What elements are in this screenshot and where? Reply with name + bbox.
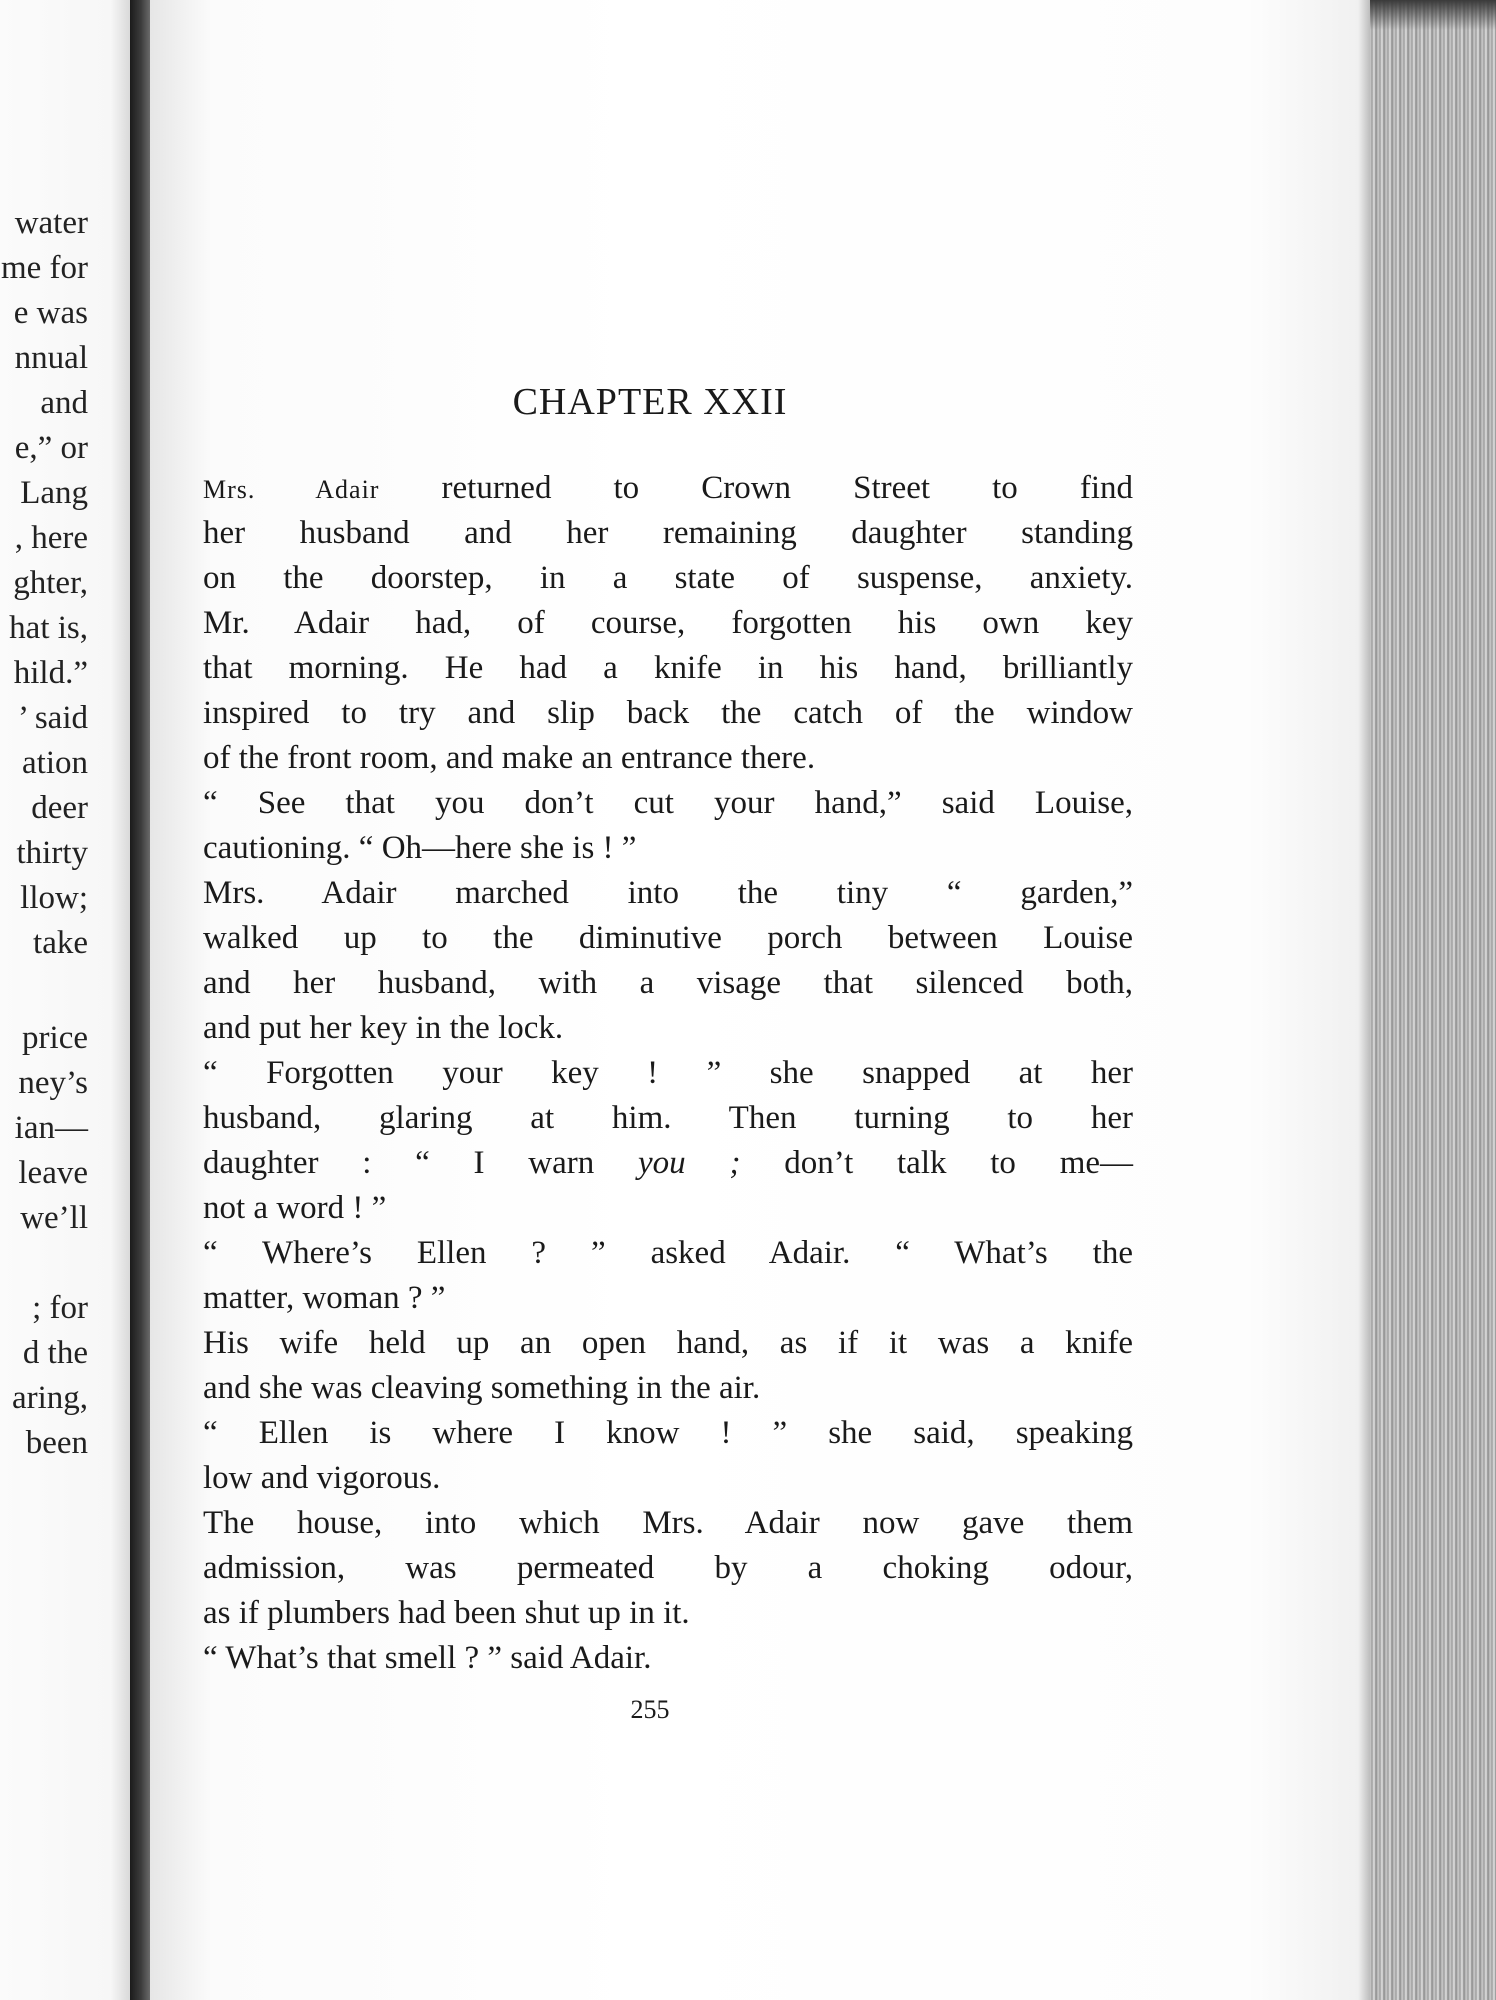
left-page — [0, 0, 130, 2000]
left-page-line: deer — [31, 790, 88, 826]
left-page-line: water — [14, 205, 88, 241]
left-page-line: hild.” — [13, 655, 88, 691]
left-page-line: thirty — [16, 835, 88, 871]
left-page-line: , here — [14, 520, 88, 556]
text-line: His wife held up an open hand, as if it was a knife — [203, 1325, 1133, 1361]
left-page-line: llow; — [20, 880, 88, 916]
left-page-line: leave — [18, 1155, 88, 1191]
text-line: walked up to the diminutive porch between Louise — [203, 920, 1133, 956]
text-line: and she was cleaving something in the air. — [203, 1370, 761, 1406]
left-page-line: ’ said — [18, 700, 88, 736]
text-line: her husband and her remaining daughter standing — [203, 515, 1133, 551]
left-page-line: and — [40, 385, 88, 421]
text-line: Mrs. Adair marched into the tiny “ garden,” — [203, 875, 1133, 911]
text-line: “ What’s that smell ? ” said Adair. — [203, 1640, 652, 1676]
text-line: inspired to try and slip back the catch of the window — [203, 695, 1133, 731]
text-line: that morning. He had a knife in his hand, brilliantly — [203, 650, 1133, 686]
chapter-heading: CHAPTER XXII — [512, 381, 788, 423]
book-gutter — [130, 0, 150, 2000]
text-line: not a word ! ” — [203, 1190, 387, 1226]
left-page-line: hat is, — [9, 610, 88, 646]
left-page-line: me for — [0, 250, 88, 286]
fore-edge-shadow-top — [1370, 0, 1496, 30]
left-page-line: ney’s — [18, 1065, 88, 1101]
left-page-line: e was — [13, 295, 88, 331]
left-page-line: d the — [22, 1335, 88, 1371]
text-line: as if plumbers had been shut up in it. — [203, 1595, 690, 1631]
text-line: husband, glaring at him. Then turning to her — [203, 1100, 1133, 1136]
text-line: and put her key in the lock. — [203, 1010, 564, 1046]
main-page — [150, 0, 1370, 2000]
text-line: cautioning. “ Oh—here she is ! ” — [203, 830, 637, 866]
book-fore-edge — [1370, 0, 1496, 2000]
text-line: admission, was permeated by a choking odour, — [203, 1550, 1133, 1586]
left-page-line: been — [25, 1425, 88, 1461]
left-page-line: ghter, — [13, 565, 88, 601]
drop-name: Mrs. Adair — [203, 475, 380, 504]
left-page-line: price — [22, 1020, 88, 1056]
text-line: “ Where’s Ellen ? ” asked Adair. “ What’s the — [203, 1235, 1133, 1271]
text-line: “ See that you don’t cut your hand,” said Louise, — [203, 785, 1133, 821]
left-page-line: ; for — [32, 1290, 88, 1326]
left-page-line: we’ll — [20, 1200, 88, 1236]
text-line: and her husband, with a visage that silenced both, — [203, 965, 1133, 1001]
text-line: of the front room, and make an entrance there. — [203, 740, 816, 776]
text-line: The house, into which Mrs. Adair now gave them — [203, 1505, 1133, 1541]
left-page-line: ation — [22, 745, 88, 781]
page-number: 255 — [630, 1695, 670, 1724]
left-page-line: Lang — [20, 475, 88, 511]
text-line: low and vigorous. — [203, 1460, 441, 1496]
left-page-line: aring, — [11, 1380, 88, 1416]
text-line: on the doorstep, in a state of suspense, anxiety. — [203, 560, 1133, 596]
text-line: daughter : “ I warn you ; don’t talk to me— — [203, 1145, 1134, 1181]
text-line: Mr. Adair had, of course, forgotten his own key — [203, 605, 1133, 641]
text-line: matter, woman ? ” — [203, 1280, 446, 1316]
left-page-line: ian— — [14, 1110, 88, 1146]
left-page-line: e,” or — [14, 430, 88, 466]
text-line: “ Forgotten your key ! ” she snapped at her — [203, 1055, 1133, 1091]
text-line: Mrs. Adair returned to Crown Street to find — [203, 470, 1133, 506]
left-page-line: take — [33, 925, 88, 961]
text-line: “ Ellen is where I know ! ” she said, speaking — [203, 1415, 1133, 1451]
left-page-line: nnual — [14, 340, 88, 376]
